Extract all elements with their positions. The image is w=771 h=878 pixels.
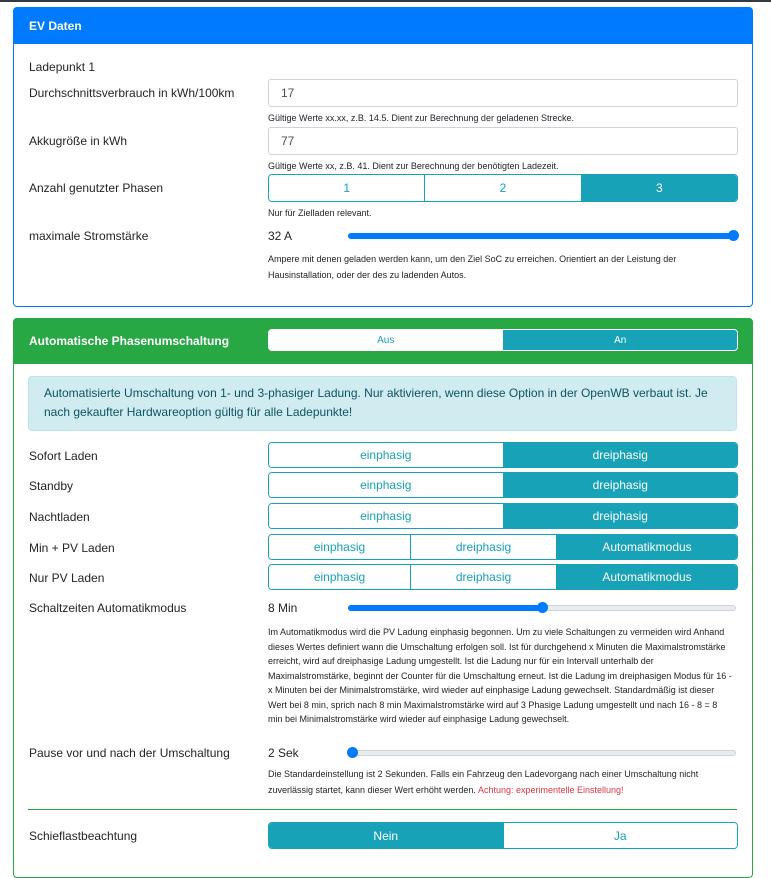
unbalanced-load-label: Schieflastbeachtung [29, 829, 138, 843]
mode-label-sofort: Sofort Laden [29, 449, 98, 463]
pause-warning: Achtung: experimentelle Einstellung! [477, 785, 624, 795]
mode-sofort-group [268, 442, 738, 468]
unbalanced-no-button[interactable]: Nein [269, 823, 504, 848]
max-current-help: Ampere mit denen geladen werden kann, um den Ziel SoC zu erreichen. Orientiert an der Leistung der Hausinstallation, oder der des zu ladenden Autos. [268, 254, 677, 280]
pause-value: 2 Sek [268, 746, 299, 760]
phase-switch-header [14, 319, 752, 364]
nurpv-dreiphasig-button[interactable]: dreiphasig [411, 565, 557, 589]
mode-label-standby: Standby [29, 479, 74, 493]
minpv-automatik-button[interactable]: Automatikmodus [557, 535, 737, 559]
phase-switch-card [13, 318, 753, 878]
slider-thumb[interactable] [347, 747, 358, 758]
phases-button-group [268, 174, 738, 202]
switch-time-value: 8 Min [268, 601, 298, 615]
max-current-slider[interactable] [348, 233, 733, 239]
mode-nachtladen-group [268, 503, 738, 529]
phases-help: Nur für Zielladen relevant. [268, 208, 372, 218]
consumption-input[interactable]: 17 [268, 79, 738, 107]
phase-switch-title: Automatische Phasenumschaltung [29, 334, 230, 348]
sofort-dreiphasig-button[interactable]: dreiphasig [504, 443, 738, 467]
nurpv-einphasig-button[interactable]: einphasig [269, 565, 411, 589]
slider-track [348, 750, 736, 756]
switch-time-label: Schaltzeiten Automatikmodus [29, 601, 187, 615]
slider-fill [348, 233, 733, 239]
slider-fill [348, 605, 542, 611]
section-divider [28, 809, 737, 810]
mode-nurpv-group [268, 564, 738, 590]
battery-input[interactable]: 77 [268, 127, 738, 155]
pause-help [268, 766, 733, 798]
standby-dreiphasig-button[interactable]: dreiphasig [504, 473, 738, 497]
toggle-off-button[interactable]: Aus [269, 330, 504, 350]
nachtladen-einphasig-button[interactable]: einphasig [269, 504, 504, 528]
ev-data-header: EV Daten [14, 8, 752, 44]
sofort-einphasig-button[interactable]: einphasig [269, 443, 504, 467]
phase-switch-toggle [268, 329, 738, 351]
nurpv-automatik-button[interactable]: Automatikmodus [557, 565, 737, 589]
phase-1-button[interactable]: 1 [269, 175, 425, 201]
switch-time-slider[interactable] [348, 605, 736, 611]
max-current-label: maximale Stromstärke [29, 229, 149, 243]
phase-2-button[interactable]: 2 [425, 175, 581, 201]
slider-thumb[interactable] [728, 230, 739, 241]
minpv-einphasig-button[interactable]: einphasig [269, 535, 411, 559]
pause-help-text: Die Standardeinstellung ist 2 Sekunden. Falls ein Fahrzeug den Ladevorgang nach einer Umschaltung nicht zuverlässig startet, kann dieser Wert erhöht werden. [268, 769, 699, 795]
mode-minpv-group [268, 534, 738, 560]
pause-label: Pause vor und nach der Umschaltung [29, 746, 230, 760]
toggle-on-button[interactable]: An [504, 330, 738, 350]
switch-time-help: Im Automatikmodus wird die PV Ladung einphasig begonnen. Um zu viele Schaltungen zu vermeiden wird Anhand dieses Wertes definiert wann die Umschaltung erfolgen soll. Ist für durchgehend x Minuten die Maximalstromstärke erreicht, wird auf dreiphasige Ladung umgestellt. Ist die Ladung nur für ein Intervall unterhalb der Maximalstromstärke, beginnt der Counter für die Umschaltung erneut. Ist die Ladung im dreiphasigen Modus für 16 - x Minuten bei der Minimalstromstärke, wird wieder auf einphasige Ladung gewechselt. Standardmäßig ist dieser Wert bei 8 min, sprich nach 8 min Maximalstromstärke wird auf 3 Phasige Ladung umgestellt und nach 16 - 8 = 8 min bei Minimalstromstärke wird wieder auf einphasige Ladung gewechselt. [268, 627, 732, 724]
mode-standby-group [268, 472, 738, 498]
consumption-label: Durchschnittsverbrauch in kWh/100km [29, 86, 235, 100]
minpv-dreiphasig-button[interactable]: dreiphasig [411, 535, 557, 559]
ladepunkt-label: Ladepunkt 1 [29, 60, 96, 74]
standby-einphasig-button[interactable]: einphasig [269, 473, 504, 497]
mode-label-nachtladen: Nachtladen [29, 510, 90, 524]
slider-thumb[interactable] [537, 602, 548, 613]
battery-label: Akkugröße in kWh [29, 134, 128, 148]
mode-label-minpv: Min + PV Laden [29, 541, 115, 555]
unbalanced-load-group [268, 822, 738, 849]
phases-label: Anzahl genutzter Phasen [29, 181, 164, 195]
battery-help: Gültige Werte xx, z.B. 41. Dient zur Berechnung der benötigten Ladezeit. [268, 161, 559, 171]
info-alert: Automatisierte Umschaltung von 1- und 3-phasiger Ladung. Nur aktivieren, wenn diese Option in der OpenWB verbaut ist. Je nach gekaufter Hardwareoption gültig für alle Ladepunkte! [28, 376, 737, 431]
max-current-value: 32 A [268, 229, 293, 243]
ev-data-card [13, 7, 753, 307]
mode-label-nurpv: Nur PV Laden [29, 571, 105, 585]
unbalanced-yes-button[interactable]: Ja [504, 823, 738, 848]
phase-3-button[interactable]: 3 [582, 175, 737, 201]
consumption-help: Gültige Werte xx.xx, z.B. 14.5. Dient zur Berechnung der geladenen Strecke. [268, 113, 574, 123]
nachtladen-dreiphasig-button[interactable]: dreiphasig [504, 504, 738, 528]
pause-slider[interactable] [348, 750, 736, 756]
top-bar [0, 0, 771, 2]
